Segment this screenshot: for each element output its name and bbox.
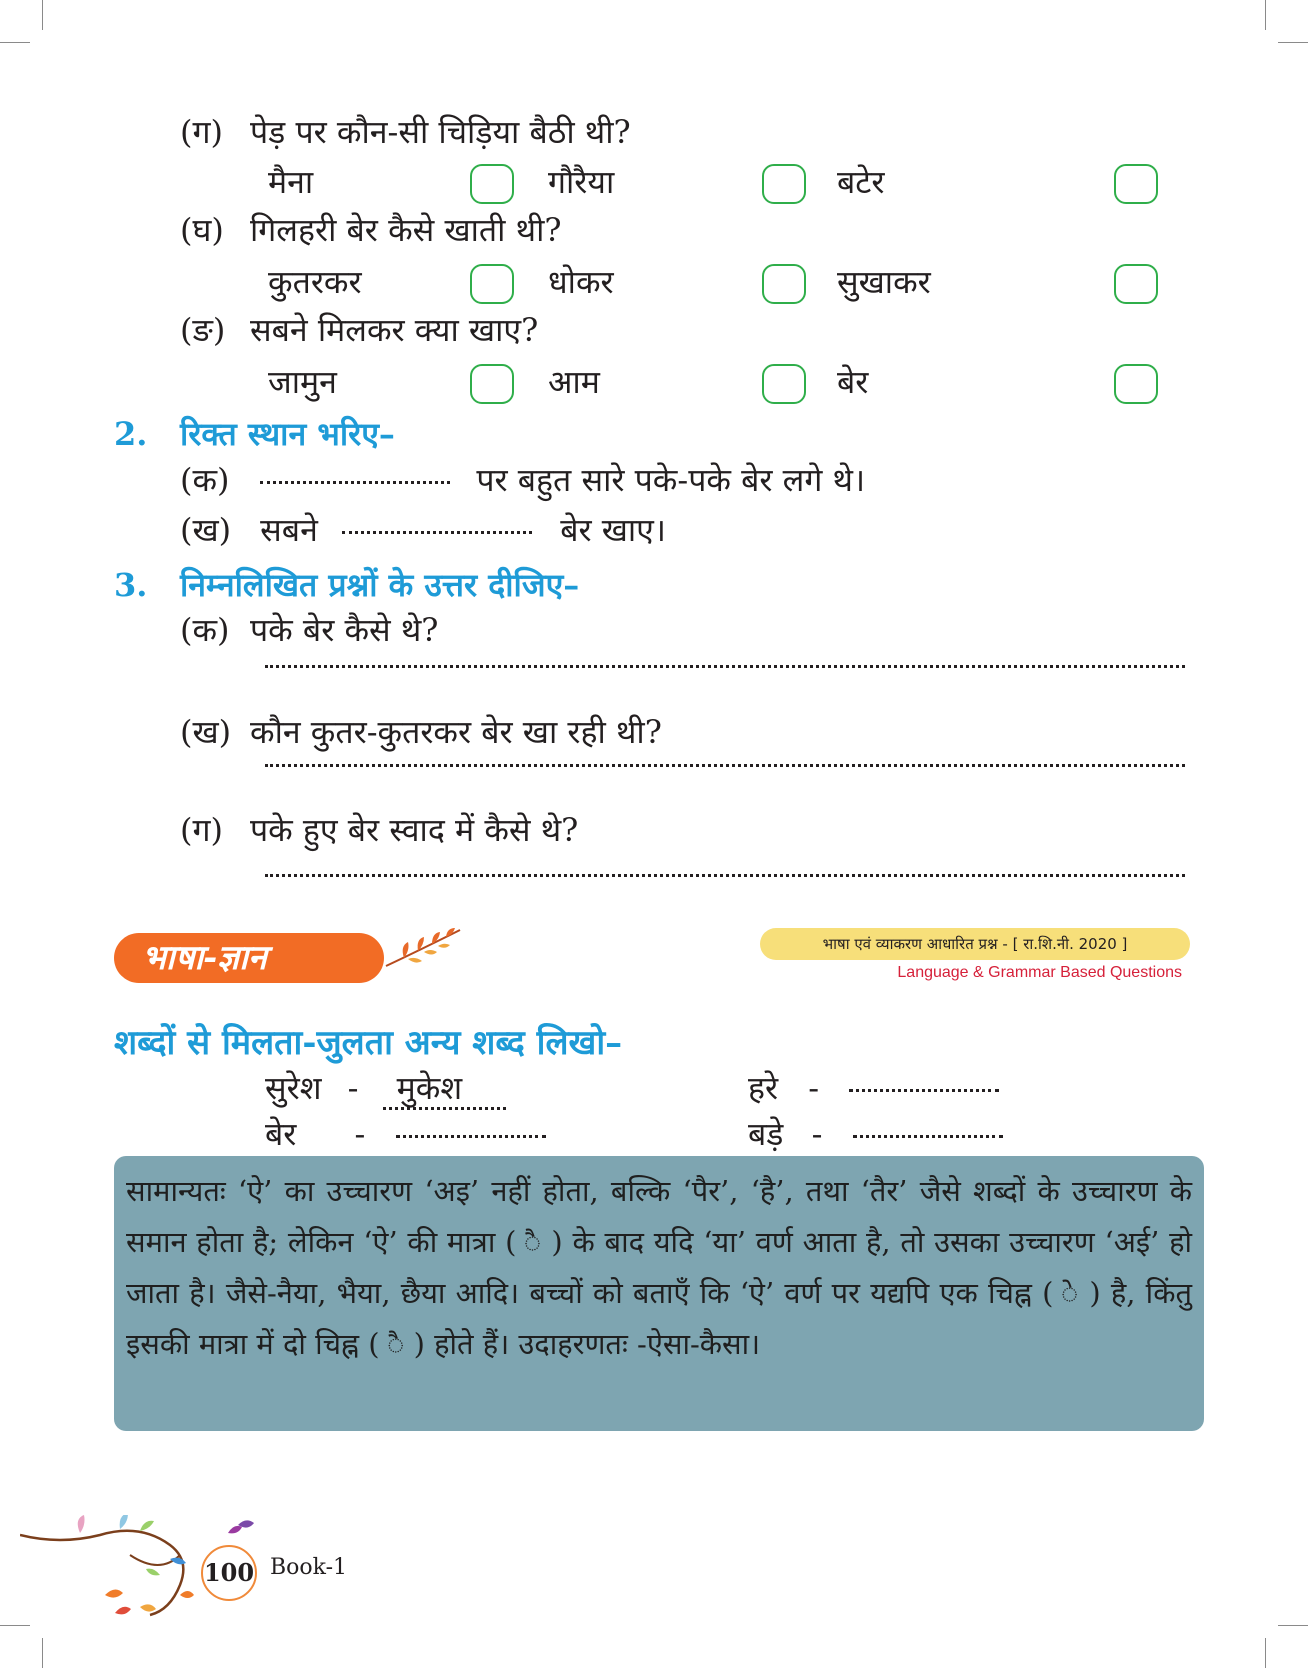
crop-mark (0, 1625, 30, 1626)
question-text: पके बेर कैसे थे? (250, 611, 439, 649)
bhasha-gyan-badge: भाषा-ज्ञान (114, 933, 384, 983)
bhasha-heading: शब्दों से मिलता-जुलता अन्य शब्द लिखो– (114, 1023, 623, 1063)
word: बेर (265, 1115, 297, 1153)
option-checkbox[interactable] (470, 264, 514, 304)
question-number: (क) (180, 611, 230, 649)
option-label: जामुन (268, 363, 337, 401)
answer-line[interactable] (265, 764, 1185, 767)
crop-mark (42, 1638, 43, 1668)
blank-text-after: पर बहुत सारे पके-पके बेर लगे थे। (476, 461, 866, 499)
option-label: आम (548, 363, 600, 401)
question-text: गिलहरी बेर कैसे खाती थी? (250, 211, 562, 249)
blank-line[interactable] (342, 531, 532, 534)
question-text: पेड़ पर कौन-सी चिड़िया बैठी थी? (250, 113, 631, 151)
option-checkbox[interactable] (1114, 164, 1158, 204)
crop-mark (1265, 1638, 1266, 1668)
answer-question (180, 610, 438, 650)
option-label: कुतरकर (268, 263, 362, 301)
question-number: (ख) (180, 511, 232, 549)
word: हरे (748, 1069, 779, 1107)
answer-line[interactable] (265, 874, 1185, 877)
option-checkbox[interactable] (762, 264, 806, 304)
mcq-question (180, 112, 631, 152)
section-title: निम्नलिखित प्रश्नों के उत्तर दीजिए– (180, 566, 580, 604)
word-pair (265, 1066, 506, 1109)
option-checkbox[interactable] (470, 364, 514, 404)
word: बड़े (748, 1115, 784, 1153)
crop-mark (1278, 1625, 1308, 1626)
option-label: बेर (837, 363, 869, 401)
separator: - (354, 1115, 366, 1153)
question-number: (ग) (180, 811, 223, 849)
question-number: (क) (180, 461, 230, 499)
book-label: Book-1 (270, 1555, 348, 1580)
section-heading (114, 412, 395, 455)
crop-mark (42, 0, 43, 30)
option-label: गौरैया (548, 163, 615, 201)
crop-mark (1278, 42, 1308, 43)
blank-line[interactable] (260, 481, 450, 484)
blank-text-after: बेर खाए। (560, 511, 667, 549)
answer-line[interactable] (265, 665, 1185, 668)
section-heading (114, 563, 579, 606)
fill-blank-item (180, 510, 666, 550)
option-checkbox[interactable] (762, 164, 806, 204)
option-label: धोकर (548, 263, 614, 301)
word-pair (748, 1066, 999, 1109)
section-number: 3. (114, 566, 148, 604)
question-number: (ख) (180, 713, 232, 751)
grammar-tag-english: Language & Grammar Based Questions (897, 964, 1182, 981)
blank-text-before: सबने (260, 511, 318, 549)
question-text: पके हुए बेर स्वाद में कैसे थे? (250, 811, 579, 849)
crop-mark (0, 42, 30, 43)
option-checkbox[interactable] (762, 364, 806, 404)
separator: - (808, 1069, 820, 1107)
crop-mark (1265, 0, 1266, 30)
teacher-note: सामान्यतः ‘ऐ’ का उच्चारण ‘अइ’ नहीं होता, बल्कि ‘पैर’, ‘है’, तथा ‘तैर’ जैसे शब्दों के उच्चारण के समान होता है; लेकिन ‘ऐ’ की मात्रा ( ै ) के बाद यदि ‘या’ वर्ण आता है, तो उसका उच्चारण ‘अई’ हो जाता है। जैसे-नैया, भैया, छैया आदि। बच्चों को बताएँ कि ‘ऐ’ वर्ण पर यद्यपि एक चिह्न ( े ) है, किंतु इसकी मात्रा में दो चिह्न ( ै ) होते हैं। उदाहरणतः -ऐसा-कैसा। (114, 1156, 1204, 1431)
grammar-tag: भाषा एवं व्याकरण आधारित प्रश्न - [ रा.शि.नी. 2020 ] (760, 928, 1190, 960)
page-number: 100 (201, 1545, 257, 1601)
mcq-question (180, 210, 562, 250)
section-number: 2. (114, 415, 148, 453)
section-title: रिक्त स्थान भरिए– (180, 415, 395, 453)
word-pair (748, 1112, 1003, 1155)
question-number: (ग) (180, 113, 223, 151)
answer-question (180, 712, 662, 752)
separator: - (811, 1115, 823, 1153)
word-answer[interactable] (396, 1135, 546, 1138)
mcq-question (180, 310, 538, 350)
option-checkbox[interactable] (1114, 264, 1158, 304)
question-text: कौन कुतर-कुतरकर बेर खा रही थी? (250, 713, 662, 751)
leaf-branch-icon (384, 922, 464, 972)
option-label: मैना (268, 163, 314, 201)
fill-blank-item (180, 460, 865, 500)
question-text: सबने मिलकर क्या खाए? (250, 311, 539, 349)
option-label: बटेर (837, 163, 885, 201)
answer-question (180, 810, 578, 850)
word-answer[interactable]: मुकेश (383, 1069, 506, 1110)
question-number: (घ) (180, 211, 224, 249)
word-pair (265, 1112, 546, 1155)
word: सुरेश (265, 1069, 322, 1107)
separator: - (347, 1069, 359, 1107)
option-label: सुखाकर (837, 263, 931, 301)
option-checkbox[interactable] (470, 164, 514, 204)
word-answer[interactable] (853, 1135, 1003, 1138)
option-checkbox[interactable] (1114, 364, 1158, 404)
question-number: (ङ) (180, 311, 226, 349)
word-answer[interactable] (849, 1089, 999, 1092)
